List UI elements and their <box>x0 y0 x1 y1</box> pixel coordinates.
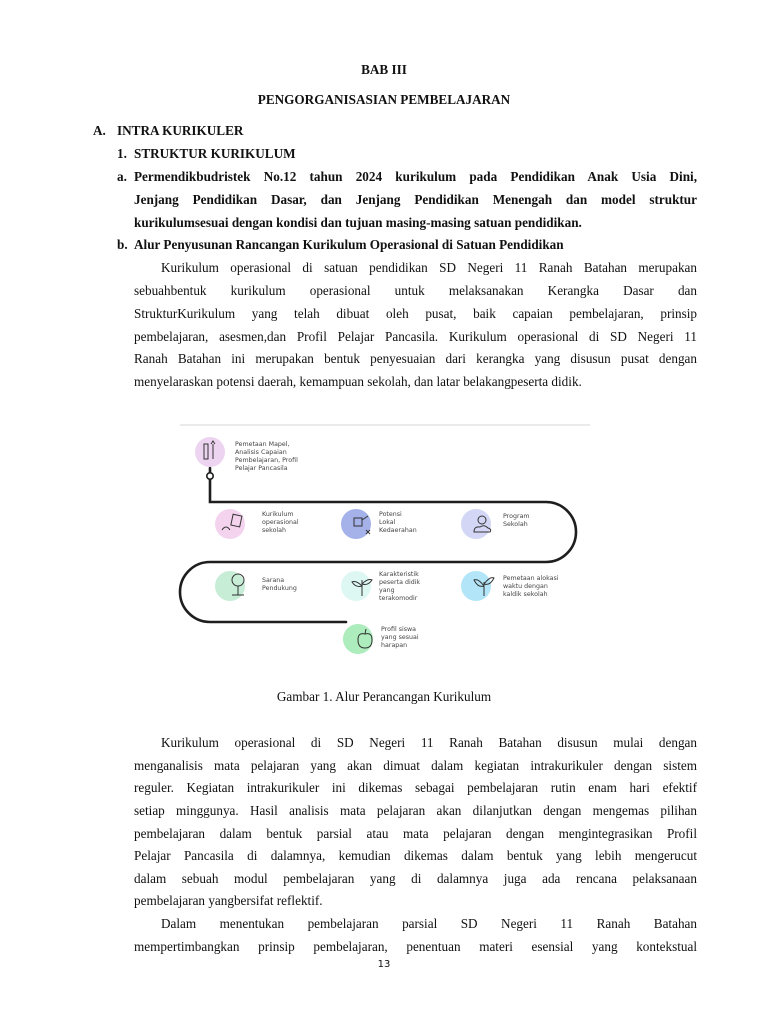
step-label: yang <box>379 587 395 594</box>
curriculum-flow-diagram <box>176 420 590 660</box>
step-circle <box>461 571 491 601</box>
step-label: Sarana <box>262 577 285 584</box>
flow-step <box>461 509 530 539</box>
item-b-letter: b. <box>117 237 128 252</box>
paragraph-line: menganalisis mata pelajaran yang akan dimuat dalam kegiatan intrakurikuler dengan sistem <box>134 758 697 773</box>
paragraph-line: setiap minggunya. Hasil analisis mata pelajaran akan dilanjutkan dengan mengemas pilihan <box>134 803 697 818</box>
flow-step <box>215 571 297 601</box>
flow-step <box>195 437 298 472</box>
step-label: Pelajar Pancasila <box>235 465 288 472</box>
flow-step <box>341 509 417 539</box>
paragraph-line: Kurikulum operasional di satuan pendidikan SD Negeri 11 Ranah Batahan merupakan <box>161 260 697 275</box>
step-label: Analisis Capaian <box>235 449 287 456</box>
flow-step <box>341 571 420 602</box>
paragraph-line: Dalam menentukan pembelajaran parsial SD Negeri 11 Ranah Batahan <box>161 916 697 931</box>
step-label: Kurikulum <box>262 511 294 518</box>
paragraph-line: reguler. Kegiatan intrakurikuler ini dikemas sebagai pembelajaran rutin enam hari efektif <box>134 780 697 795</box>
subsection-1-title: STRUKTUR KURIKULUM <box>134 146 296 161</box>
flow-step <box>215 509 299 539</box>
step-circle <box>461 509 491 539</box>
paragraph-line: mempertimbangkan prinsip pembelajaran, penentuan materi esensial yang kontekstual <box>134 939 697 954</box>
step-label: Pembelajaran, Profil <box>235 457 298 464</box>
step-label: terakomodir <box>379 595 418 602</box>
step-label: Pemetaan Mapel, <box>235 441 290 448</box>
chapter-heading: BAB III <box>361 62 407 77</box>
paragraph-line: dalam sebuah modul pembelajaran yang di dalamnya juga ada rencana pelaksanaan <box>134 871 697 886</box>
section-a-title: INTRA KURIKULER <box>117 123 244 138</box>
paragraph-line: pembelajaran yangbersifat reflektif. <box>134 893 323 908</box>
step-label: yang sesuai <box>381 634 419 641</box>
figure-caption: Gambar 1. Alur Perancangan Kurikulum <box>276 689 492 704</box>
step-label: Pemetaan alokasi <box>503 575 559 582</box>
step-label: peserta didik <box>379 579 421 586</box>
step-label: Lokal <box>379 519 396 526</box>
item-b-title: Alur Penyusunan Rancangan Kurikulum Operasional di Satuan Pendidikan <box>134 237 564 252</box>
step-label: kaldik sekolah <box>503 591 548 598</box>
step-label: waktu dengan <box>503 583 548 590</box>
paragraph-line: Pelajar Pancasila di dalamnya, kemudian dikemas dalam bentuk yang lebih mengerucut <box>134 848 697 863</box>
item-a-line: Permendikbudristek No.12 tahun 2024 kurikulum pada Pendidikan Anak Usia Dini, <box>134 169 697 184</box>
paragraph-line: pembelajaran, asesmen,dan Profil Pelajar Pancasila. Kurikulum operasional di SD Negeri 11 <box>134 329 697 344</box>
step-label: sekolah <box>262 527 287 534</box>
step-label: Pendukung <box>262 585 297 592</box>
paragraph-line: menyelaraskan potensi daerah, kemampuan sekolah, dan latar belakangpeserta didik. <box>134 374 582 389</box>
step-label: Profil siswa <box>381 626 417 633</box>
step-label: operasional <box>262 519 299 526</box>
step-label: Potensi <box>379 511 402 518</box>
item-a-line: kurikulumsesuai dengan kondisi dan tujuan masing-masing satuan pendidikan. <box>134 215 582 230</box>
step-circle <box>195 437 225 467</box>
step-label: Kedaerahan <box>379 527 417 534</box>
paragraph-line: Ranah Batahan ini merupakan bentuk penyesuaian dari kerangka yang disusun pusat dengan <box>134 351 697 366</box>
flow-step <box>343 624 419 654</box>
step-label: harapan <box>381 642 408 649</box>
paragraph-line: pembelajaran dalam bentuk parsial atau mata pelajaran dengan mengintegrasikan Profil <box>134 826 697 841</box>
paragraph-line: StrukturKurikulum yang telah dibuat oleh pusat, baik capaian pembelajaran, prinsip <box>134 306 697 321</box>
flow-step <box>461 571 559 601</box>
paragraph-line: sebuahbentuk kurikulum operasional untuk melaksanakan Kerangka Dasar dan <box>134 283 697 298</box>
section-a-letter: A. <box>93 123 106 138</box>
item-a-letter: a. <box>117 169 127 184</box>
chapter-title: PENGORGANISASIAN PEMBELAJARAN <box>257 92 511 107</box>
paragraph-line: Kurikulum operasional di SD Negeri 11 Ranah Batahan disusun mulai dengan <box>161 735 697 750</box>
subsection-1-number: 1. <box>117 146 127 161</box>
item-a-line: Jenjang Pendidikan Dasar, dan Jenjang Pendidikan Menengah dan model struktur <box>134 192 697 207</box>
step-circle <box>341 509 371 539</box>
step-label: Karakteristik <box>379 571 419 578</box>
flow-start-node <box>207 473 213 479</box>
step-label: Sekolah <box>503 521 528 528</box>
step-label: Program <box>503 513 530 520</box>
flow-path <box>180 468 576 622</box>
page-number: 13 <box>377 959 391 970</box>
